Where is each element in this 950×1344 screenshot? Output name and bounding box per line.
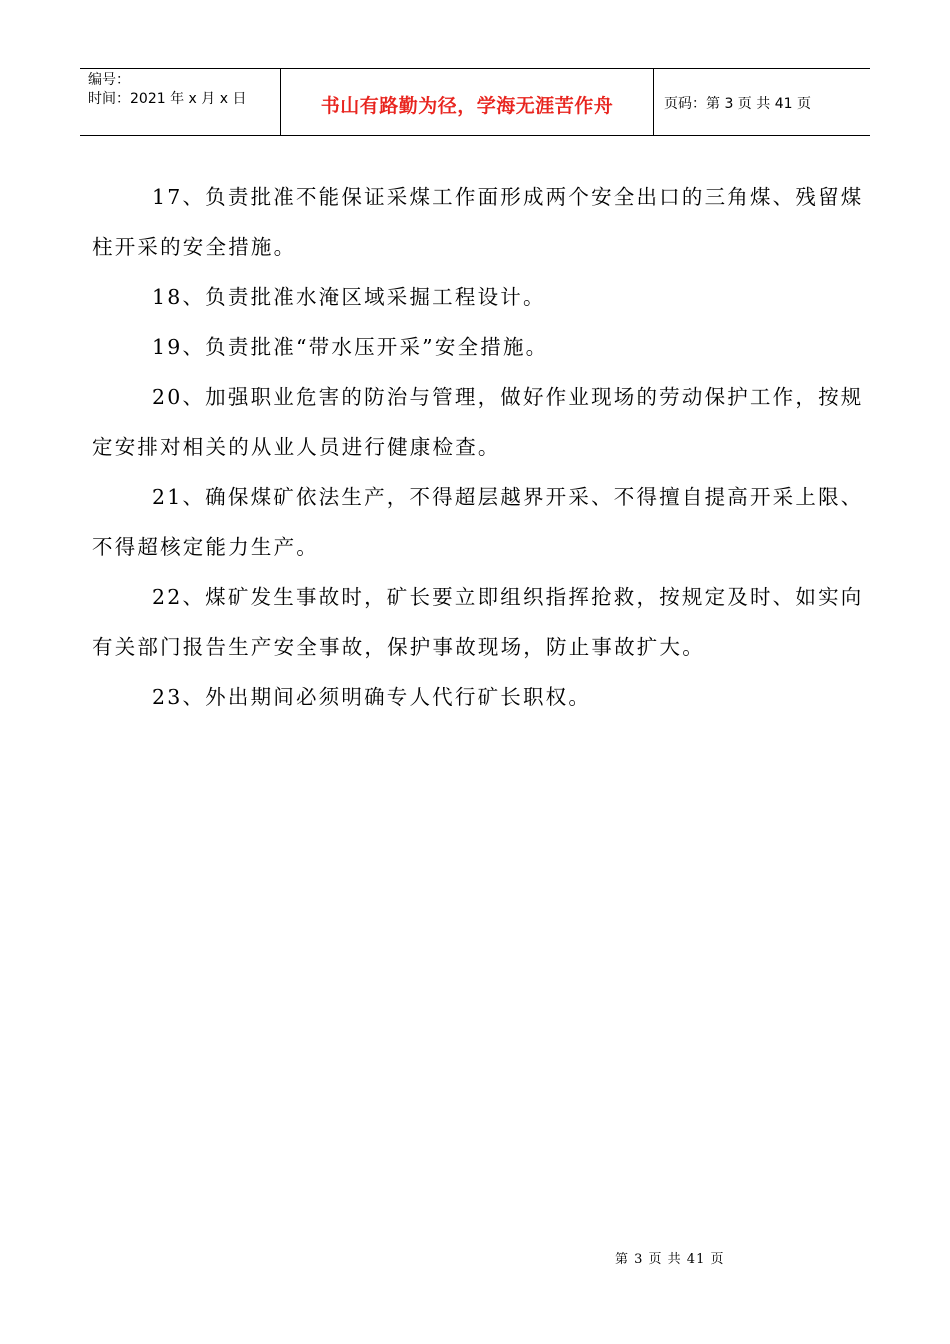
header-motto-cell [281,69,654,135]
paragraph-17: 17、负责批准不能保证采煤工作面形成两个安全出口的三角煤、残留煤柱开采的安全措施。 [92,185,864,259]
paragraph-20: 20、加强职业危害的防治与管理，做好作业现场的劳动保护工作，按规定安排对相关的从业人员进行健康检查。 [92,385,864,459]
paragraph-23: 23、外出期间必须明确专人代行矿长职权。 [152,685,592,709]
header-table [80,68,870,136]
paragraph-21: 21、确保煤矿依法生产，不得超层越界开采、不得擅自提高开采上限、不得超核定能力生产。 [92,485,864,559]
footer-page-number: 第 3 页 共 41 页 [615,1252,725,1267]
paragraph-19: 19、负责批准“带水压开采”安全措施。 [152,335,549,359]
paragraph-22: 22、煤矿发生事故时，矿长要立即组织指挥抢救，按规定及时、如实向有关部门报告生产安全事故，保护事故现场，防止事故扩大。 [92,585,864,659]
document-body [92,172,882,722]
header-page-info: 页码：第 3 页 共 41 页 [664,96,811,112]
header-meta-cell [80,69,281,135]
header-page-cell [654,69,870,135]
header-motto: 书山有路勤为径，学海无涯苦作舟 [320,94,614,117]
document-time-label: 时间：2021 年 x 月 x 日 [88,91,247,107]
document-number-label: 编号： [88,72,130,88]
paragraph-18: 18、负责批准水淹区域采掘工程设计。 [152,285,546,309]
